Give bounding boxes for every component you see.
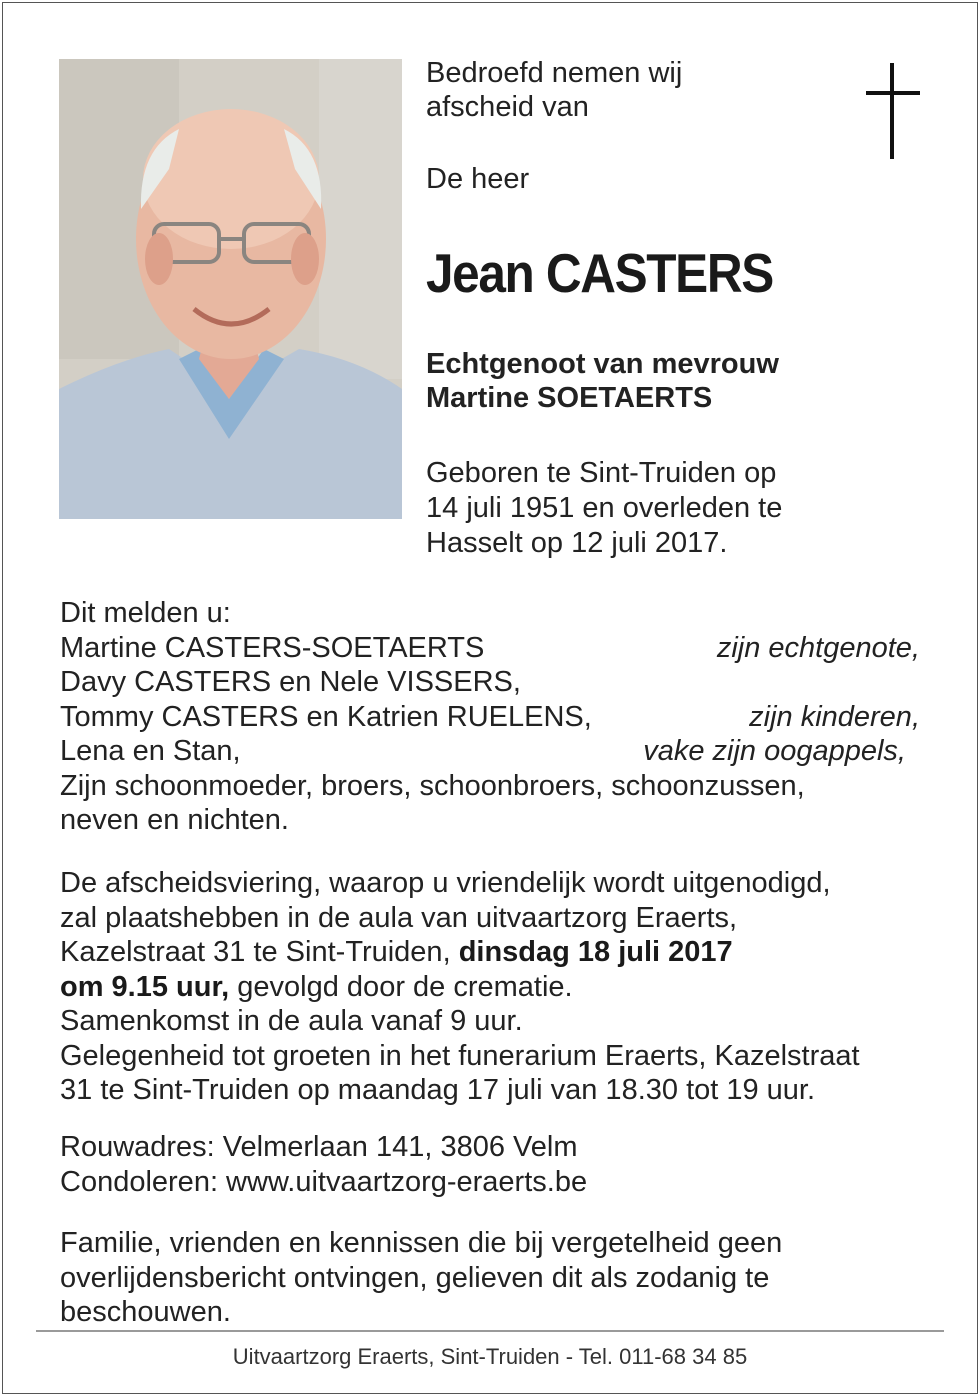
- family-row: [60, 769, 920, 804]
- condolence-line: Condoleren: www.uitvaartzorg-eraerts.be: [60, 1165, 588, 1198]
- ceremony-line: 31 te Sint-Truiden op maandag 17 juli van 18.30 tot 19 uur.: [60, 1074, 816, 1106]
- family-heading: Dit melden u:: [60, 597, 231, 629]
- notice-line: Familie, vrienden en kennissen die bij vergetelheid geen: [60, 1227, 783, 1259]
- cross-icon: [858, 63, 928, 159]
- spouse-line: Martine SOETAERTS: [426, 382, 713, 414]
- family-row: [60, 631, 920, 666]
- ceremony-line: [60, 970, 920, 1005]
- spouse-line: Echtgenoot van mevrouw: [426, 348, 779, 380]
- notice-line: beschouwen.: [60, 1296, 231, 1328]
- intro-text: [426, 56, 756, 124]
- address-info: [60, 1130, 920, 1199]
- portrait-photo: [59, 59, 402, 519]
- ceremony-text: gevolgd door de crematie.: [229, 970, 573, 1003]
- family-row: [60, 700, 920, 735]
- family-row: [60, 734, 920, 769]
- family-names: neven en nichten.: [60, 804, 289, 836]
- intro-line: afscheid van: [426, 91, 589, 123]
- family-names: Lena en Stan,: [60, 735, 241, 767]
- born-line: Geboren te Sint-Truiden op: [426, 457, 777, 489]
- family-relation: zijn kinderen,: [749, 700, 920, 733]
- family-names: Zijn schoonmoeder, broers, schoonbroers, schoonzussen,: [60, 769, 805, 802]
- ceremony-date: dinsdag 18 juli 2017: [458, 936, 733, 968]
- ceremony-line: [60, 935, 920, 970]
- notice-line: overlijdensbericht ontvingen, gelieven dit als zodanig te: [60, 1261, 770, 1294]
- family-names: Tommy CASTERS en Katrien RUELENS,: [60, 700, 592, 733]
- ceremony-text: Kazelstraat 31 te Sint-Truiden,: [60, 936, 459, 968]
- ceremony-line: zal plaatshebben in de aula van uitvaartzorg Eraerts,: [60, 901, 738, 934]
- family-row: [60, 665, 920, 700]
- footer-funeral-home: Uitvaartzorg Eraerts, Sint-Truiden - Tel. 011-68 34 85: [232, 1344, 748, 1369]
- notice-text: [60, 1226, 920, 1330]
- born-line: Hasselt op 12 juli 2017.: [426, 527, 728, 559]
- footer-divider: [36, 1330, 944, 1332]
- family-relation: zijn echtgenote,: [716, 631, 920, 664]
- family-names: Davy CASTERS en Nele VISSERS,: [60, 666, 521, 698]
- honorific: De heer: [426, 163, 530, 195]
- ceremony-time: om 9.15 uur,: [60, 970, 230, 1003]
- ceremony-line: De afscheidsviering, waarop u vriendelijk wordt uitgenodigd,: [60, 867, 831, 899]
- intro-line: Bedroefd nemen wij: [426, 57, 683, 89]
- address-line: Rouwadres: Velmerlaan 141, 3806 Velm: [60, 1131, 578, 1163]
- deceased-name: Jean CASTERS: [426, 242, 773, 304]
- family-row: [60, 803, 920, 838]
- family-list: [60, 596, 920, 838]
- ceremony-line: Samenkomst in de aula vanaf 9 uur.: [60, 1005, 523, 1037]
- ceremony-info: [60, 866, 920, 1108]
- spouse-info: [426, 347, 779, 415]
- ceremony-line: Gelegenheid tot groeten in het funerarium Eraerts, Kazelstraat: [60, 1039, 860, 1072]
- family-names: Martine CASTERS-SOETAERTS: [60, 631, 485, 664]
- born-line: 14 juli 1951 en overleden te: [426, 492, 783, 524]
- birth-death-info: [426, 456, 826, 561]
- family-relation: vake zijn oogappels,: [643, 735, 906, 767]
